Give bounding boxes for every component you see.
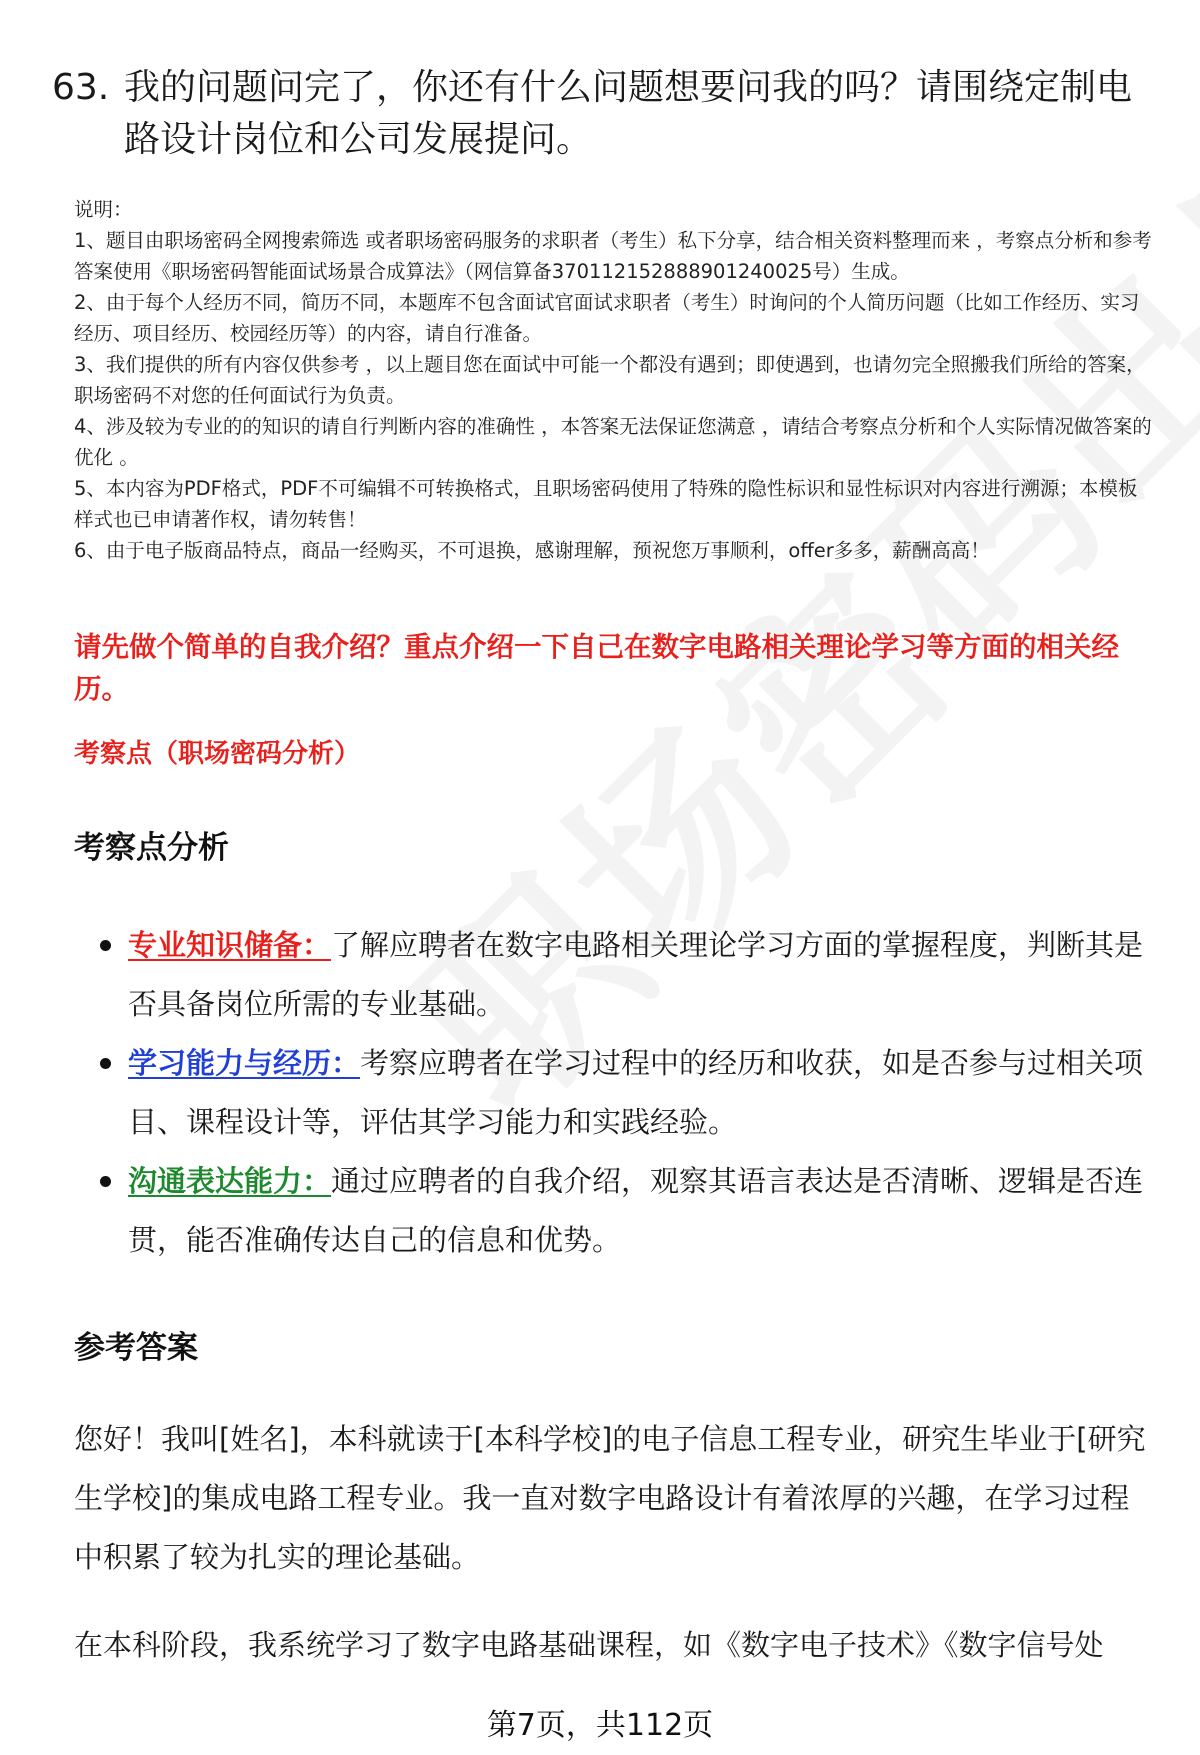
analysis-item-knowledge [100, 916, 1160, 1034]
bullet-dot-icon [100, 1058, 111, 1069]
answer-paragraph: 您好！我叫[姓名]，本科就读于[本科学校]的电子信息工程专业，研究生毕业于[研究生学校]的集成电路工程专业。我一直对数字电路设计有着浓厚的兴趣，在学习过程中积累了较为扎实的理论基础。 [74, 1422, 1146, 1574]
analysis-text: 通过应聘者的自我介绍，观察其语言表达是否清晰、逻辑是否连贯，能否准确传达自己的信息和优势。 [128, 1164, 1144, 1257]
analysis-heading: 考察点分析 [74, 830, 229, 866]
bullet-dot-icon [100, 940, 111, 951]
analysis-text: 了解应聘者在数字电路相关理论学习方面的掌握程度，判断其是否具备岗位所需的专业基础。 [128, 928, 1144, 1021]
answer-body [74, 1410, 1154, 1704]
question-title [52, 62, 1142, 166]
bullet-dot-icon [100, 1176, 111, 1187]
note-item: 2、由于每个人经历不同，简历不同，本题库不包含面试官面试求职者（考生）时询问的个人简历问题（比如工作经历、实习经历、项目经历、校园经历等）的内容，请自行准备。 [74, 291, 1140, 345]
question-number: 63. [52, 67, 110, 108]
answer-heading: 参考答案 [74, 1330, 198, 1366]
note-item: 3、我们提供的所有内容仅供参考 ，以上题目您在面试中可能一个都没有遇到；即使遇到，也请勿完全照搬我们所给的答案，职场密码不对您的任何面试行为负责。 [74, 353, 1146, 407]
analysis-item-learning [100, 1034, 1160, 1152]
analysis-list [100, 916, 1160, 1270]
note-item: 1、题目由职场密码全网搜索筛选 或者职场密码服务的求职者（考生）私下分享，结合相关资料整理而来 ，考察点分析和参考答案使用《职场密码智能面试场景合成算法》（网信算备370112152888901240025号）生成。 [74, 229, 1152, 283]
note-item: 4、涉及较为专业的的知识的请自行判断内容的准确性 ，本答案无法保证您满意 ，请结合考察点分析和个人实际情况做答案的优化 。 [74, 415, 1152, 469]
analysis-label: 学习能力与经历： [128, 1046, 361, 1080]
note-item: 5、本内容为PDF格式，PDF不可编辑不可转换格式，且职场密码使用了特殊的隐性标识和显性标识对内容进行溯源；本模板样式也已申请著作权，请勿转售！ [74, 477, 1138, 531]
key-point-label: 考察点（职场密码分析） [74, 739, 361, 769]
analysis-item-communication [100, 1152, 1160, 1270]
page-footer: 第7页，共112页 [486, 1708, 714, 1743]
note-item: 6、由于电子版商品特点，商品一经购买，不可退换，感谢理解，预祝您万事顺利，offer多多，薪酬高高！ [74, 539, 990, 562]
question-text: 我的问题问完了，你还有什么问题想要问我的吗？请围绕定制电路设计岗位和公司发展提问。 [124, 67, 1133, 160]
analysis-text: 考察应聘者在学习过程中的经历和收获，如是否参与过相关项目、课程设计等，评估其学习能力和实践经验。 [128, 1046, 1144, 1139]
sub-question: 请先做个简单的自我介绍？重点介绍一下自己在数字电路相关理论学习等方面的相关经历。 [74, 631, 1119, 705]
notes-section [74, 194, 1154, 566]
analysis-label: 沟通表达能力： [128, 1164, 332, 1198]
notes-heading: 说明： [74, 198, 133, 221]
analysis-label: 专业知识储备： [128, 928, 332, 962]
answer-paragraph: 在本科阶段，我系统学习了数字电路基础课程，如《数字电子技术》《数字信号处 [74, 1628, 1104, 1662]
